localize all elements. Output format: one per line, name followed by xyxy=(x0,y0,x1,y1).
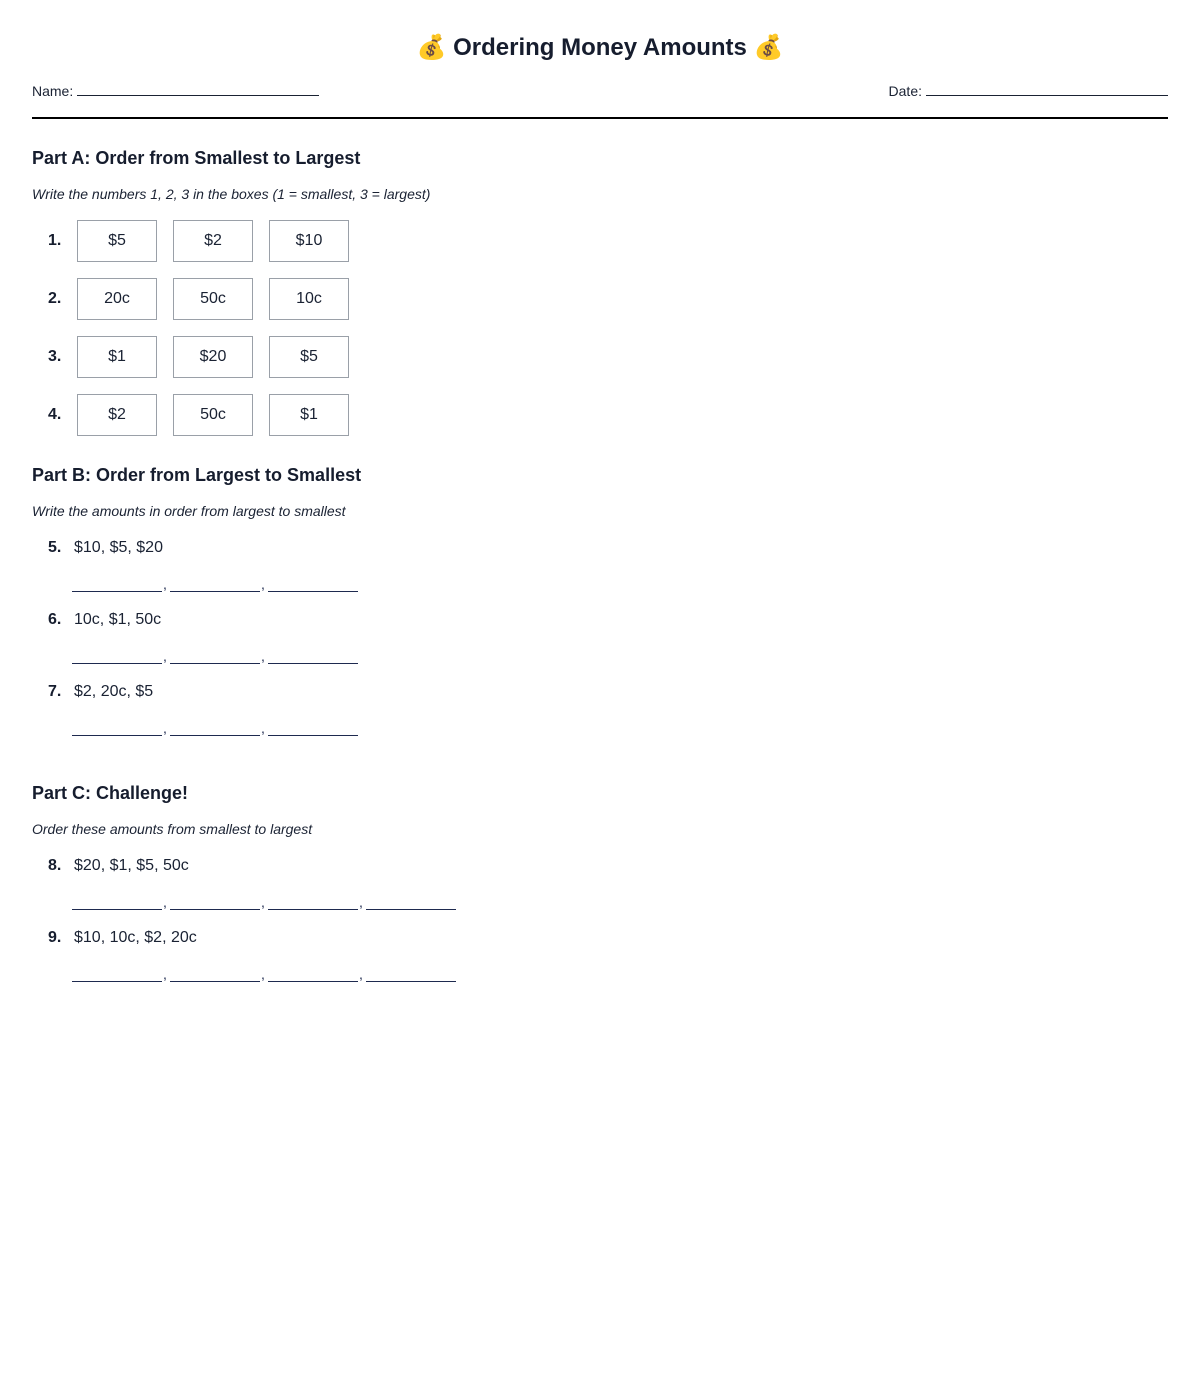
question-prompt xyxy=(32,538,1168,558)
amount-box[interactable]: $20 xyxy=(173,336,253,378)
amount-box[interactable]: 10c xyxy=(269,278,349,320)
worksheet-title xyxy=(32,0,1168,72)
question-amounts: $10, $5, $20 xyxy=(74,539,163,556)
separator-comma: , xyxy=(163,648,167,664)
header-divider xyxy=(32,117,1168,119)
answer-blanks xyxy=(72,890,1168,910)
question-number: 2. xyxy=(48,290,62,307)
separator-comma: , xyxy=(261,648,265,664)
question-item xyxy=(32,610,1168,682)
amount-box[interactable]: $2 xyxy=(173,220,253,262)
question-number: 8. xyxy=(48,857,62,874)
answer-blanks xyxy=(72,572,1168,592)
answer-blank[interactable] xyxy=(72,577,162,592)
name-date-row xyxy=(32,72,1168,102)
question-number: 3. xyxy=(48,348,62,365)
separator-comma: , xyxy=(163,576,167,592)
part-a-questions xyxy=(32,220,1168,436)
question-item xyxy=(32,928,1168,1000)
question-number: 1. xyxy=(48,232,62,249)
separator-comma: , xyxy=(261,894,265,910)
part-a-instructions: Write the numbers 1, 2, 3 in the boxes (1 = smallest, 3 = largest) xyxy=(32,186,431,202)
answer-blank[interactable] xyxy=(268,577,358,592)
question-number: 5. xyxy=(48,539,62,556)
answer-blanks xyxy=(72,716,1168,736)
question-item xyxy=(32,856,1168,928)
date-field xyxy=(889,81,1168,102)
part-b-section xyxy=(32,464,1168,754)
answer-blank[interactable] xyxy=(170,577,260,592)
answer-blank[interactable] xyxy=(268,895,358,910)
answer-blank[interactable] xyxy=(366,967,456,982)
separator-comma: , xyxy=(359,966,363,982)
amount-box[interactable]: 50c xyxy=(173,394,253,436)
name-label: Name: xyxy=(32,83,74,99)
money-bag-icon: 💰 xyxy=(753,34,784,61)
question-prompt xyxy=(32,610,1168,630)
answer-blank[interactable] xyxy=(366,895,456,910)
answer-blank[interactable] xyxy=(72,967,162,982)
answer-blank[interactable] xyxy=(268,721,358,736)
question-number: 7. xyxy=(48,683,62,700)
name-field xyxy=(32,81,319,102)
answer-blank[interactable] xyxy=(72,649,162,664)
answer-blank[interactable] xyxy=(72,721,162,736)
part-c-heading: Part C: Challenge! xyxy=(32,783,189,803)
amount-box[interactable]: 50c xyxy=(173,278,253,320)
name-input-line[interactable] xyxy=(77,81,319,96)
answer-blanks xyxy=(72,962,1168,982)
amount-box[interactable]: $1 xyxy=(77,336,157,378)
question-item xyxy=(32,538,1168,610)
question-row xyxy=(32,220,1168,262)
separator-comma: , xyxy=(163,966,167,982)
part-b-heading: Part B: Order from Largest to Smallest xyxy=(32,465,362,485)
question-row xyxy=(32,278,1168,320)
answer-blank[interactable] xyxy=(72,895,162,910)
amount-box[interactable]: 20c xyxy=(77,278,157,320)
part-b-questions xyxy=(32,538,1168,754)
question-number: 6. xyxy=(48,611,62,628)
separator-comma: , xyxy=(261,966,265,982)
separator-comma: , xyxy=(163,720,167,736)
answer-blank[interactable] xyxy=(268,967,358,982)
amount-box[interactable]: $5 xyxy=(77,220,157,262)
separator-comma: , xyxy=(261,576,265,592)
question-number: 9. xyxy=(48,929,62,946)
part-c-section xyxy=(32,782,1168,1000)
part-a-heading: Part A: Order from Smallest to Largest xyxy=(32,148,361,168)
money-bag-icon: 💰 xyxy=(416,34,447,61)
question-prompt xyxy=(32,682,1168,702)
answer-blank[interactable] xyxy=(170,721,260,736)
part-c-instructions: Order these amounts from smallest to largest xyxy=(32,821,313,837)
separator-comma: , xyxy=(163,894,167,910)
amount-box[interactable]: $5 xyxy=(269,336,349,378)
amount-box[interactable]: $2 xyxy=(77,394,157,436)
question-row xyxy=(32,336,1168,378)
question-amounts: $20, $1, $5, 50c xyxy=(74,857,189,874)
question-amounts: $2, 20c, $5 xyxy=(74,683,154,700)
amount-box[interactable]: $1 xyxy=(269,394,349,436)
amount-box[interactable]: $10 xyxy=(269,220,349,262)
part-b-instructions: Write the amounts in order from largest to smallest xyxy=(32,503,346,519)
question-amounts: $10, 10c, $2, 20c xyxy=(74,929,197,946)
date-input-line[interactable] xyxy=(926,81,1168,96)
question-row xyxy=(32,394,1168,436)
part-c-questions xyxy=(32,856,1168,1000)
separator-comma: , xyxy=(359,894,363,910)
answer-blanks xyxy=(72,644,1168,664)
answer-blank[interactable] xyxy=(268,649,358,664)
question-prompt xyxy=(32,928,1168,948)
question-prompt xyxy=(32,856,1168,876)
question-amounts: 10c, $1, 50c xyxy=(74,611,162,628)
answer-blank[interactable] xyxy=(170,649,260,664)
title-text: Ordering Money Amounts xyxy=(453,34,747,61)
question-item xyxy=(32,682,1168,754)
date-label: Date: xyxy=(888,83,922,99)
answer-blank[interactable] xyxy=(170,967,260,982)
part-a-section xyxy=(32,147,1168,436)
separator-comma: , xyxy=(261,720,265,736)
question-number: 4. xyxy=(48,406,62,423)
answer-blank[interactable] xyxy=(170,895,260,910)
